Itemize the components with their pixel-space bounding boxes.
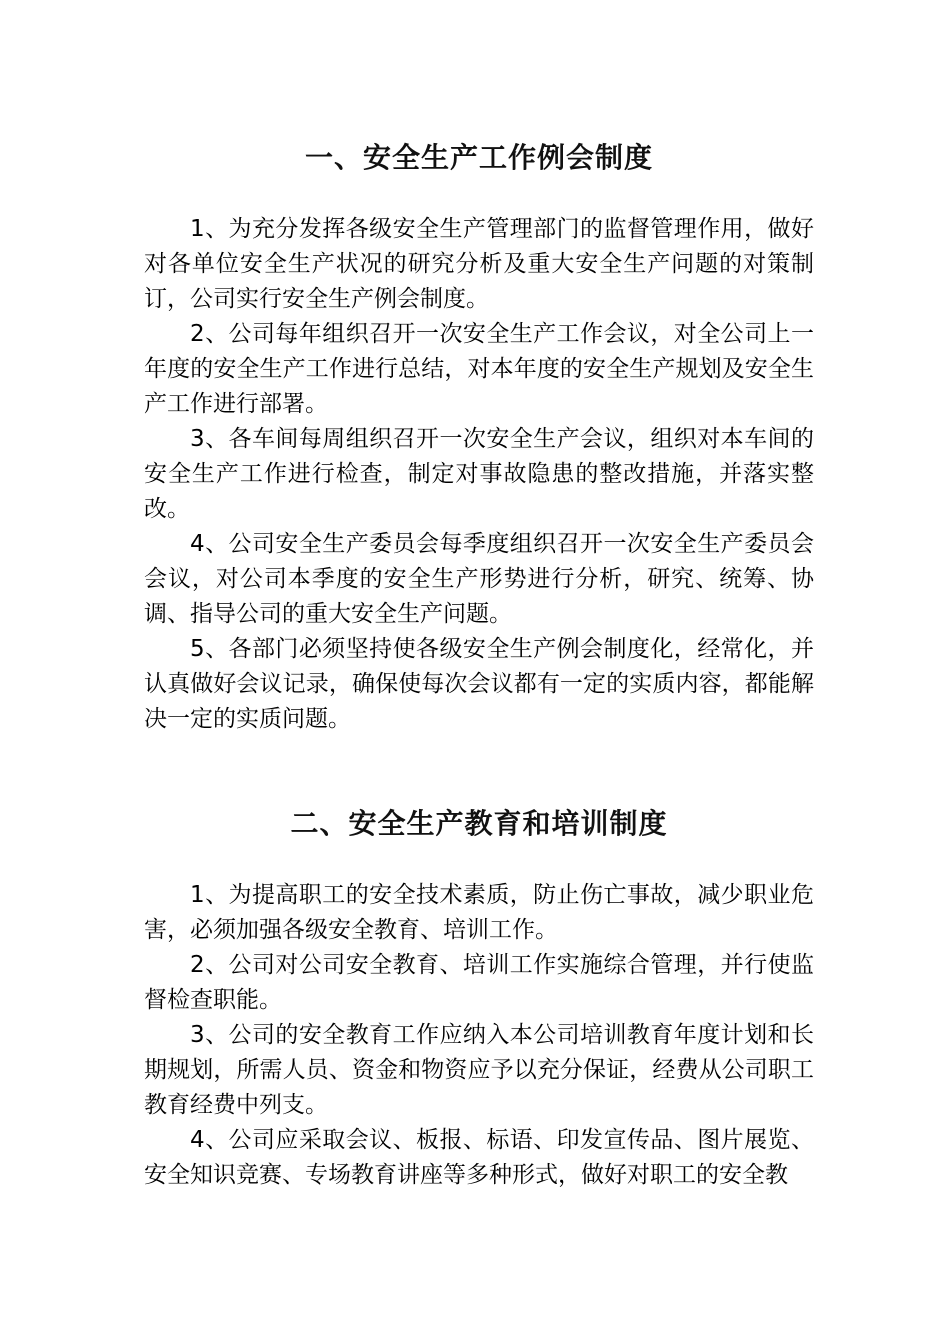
paragraph: 3、各车间每周组织召开一次安全生产会议，组织对本车间的安全生产工作进行检查，制定对事故隐患的整改措施，并落实整改。 xyxy=(144,426,814,522)
paragraph: 3、公司的安全教育工作应纳入本公司培训教育年度计划和长期规划，所需人员、资金和物资应予以充分保证，经费从公司职工教育经费中列支。 xyxy=(144,1022,814,1118)
paragraph: 4、公司安全生产委员会每季度组织召开一次安全生产委员会会议，对公司本季度的安全生产形势进行分析，研究、统筹、协调、指导公司的重大安全生产问题。 xyxy=(144,531,814,627)
paragraph: 1、为充分发挥各级安全生产管理部门的监督管理作用，做好对各单位安全生产状况的研究分析及重大安全生产问题的对策制订，公司实行安全生产例会制度。 xyxy=(144,216,814,312)
paragraph: 4、公司应采取会议、板报、标语、印发宣传品、图片展览、安全知识竞赛、专场教育讲座等多种形式，做好对职工的安全教 xyxy=(144,1127,814,1188)
section-safety-meeting xyxy=(144,138,814,737)
paragraph: 1、为提高职工的安全技术素质，防止伤亡事故，减少职业危害，必须加强各级安全教育、培训工作。 xyxy=(144,882,814,943)
section-title: 二、安全生产教育和培训制度 xyxy=(290,807,668,840)
section-title: 一、安全生产工作例会制度 xyxy=(304,141,653,174)
paragraph: 2、公司每年组织召开一次安全生产工作会议，对全公司上一年度的安全生产工作进行总结，对本年度的安全生产规划及安全生产工作进行部署。 xyxy=(144,321,814,417)
section-safety-training xyxy=(144,804,814,1193)
paragraph: 2、公司对公司安全教育、培训工作实施综合管理，并行使监督检查职能。 xyxy=(144,952,814,1013)
paragraph: 5、各部门必须坚持使各级安全生产例会制度化，经常化，并认真做好会议记录，确保使每次会议都有一定的实质内容，都能解决一定的实质问题。 xyxy=(144,636,814,732)
